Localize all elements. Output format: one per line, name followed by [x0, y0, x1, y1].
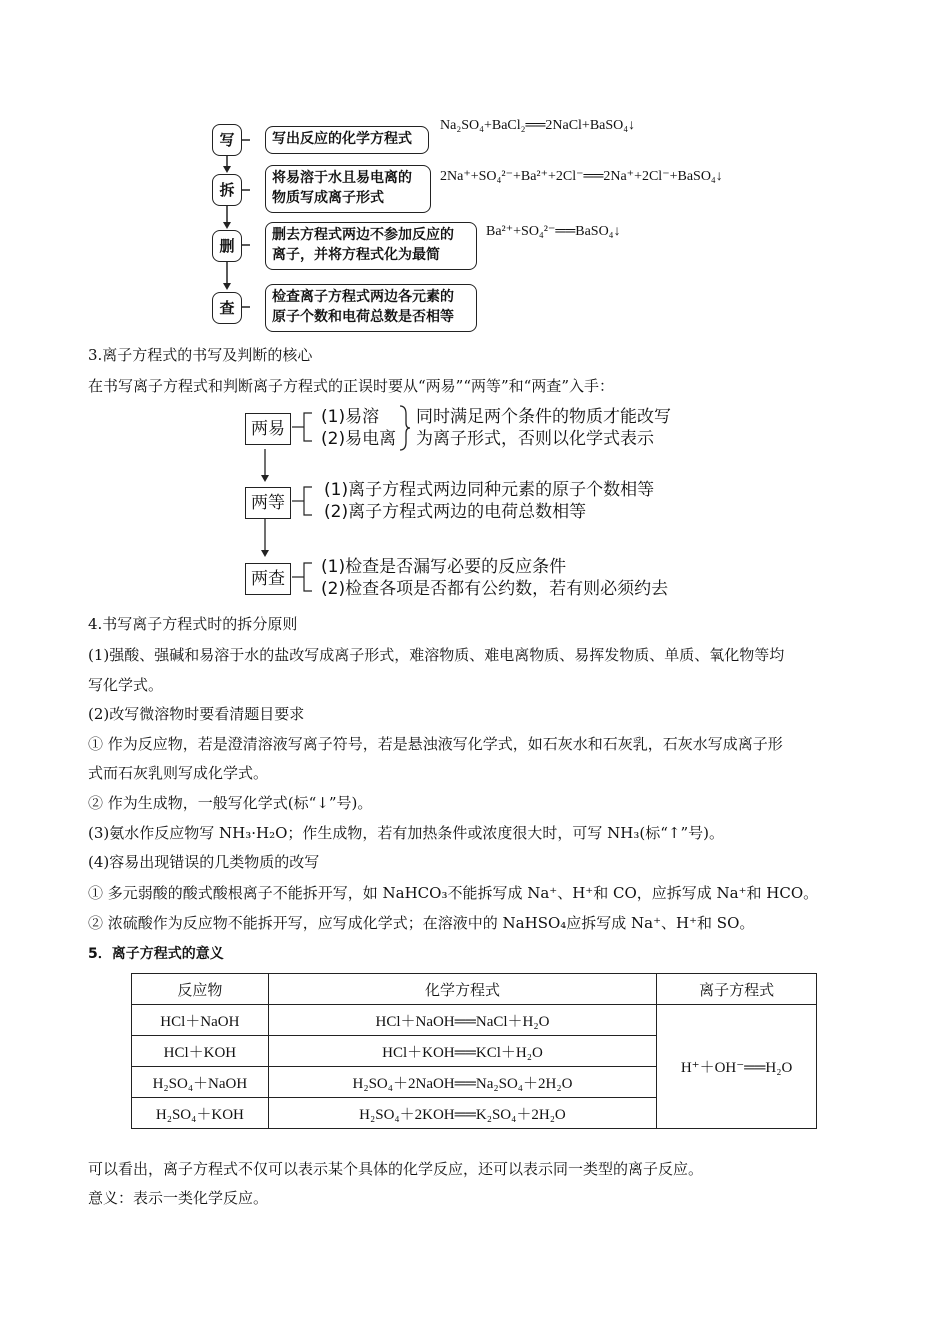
rule-easy-note2: 为离子形式，否则以化学式表示 [416, 429, 654, 449]
section4-line: ② 浓硫酸作为反应物不能拆开写，应写成化学式；在溶液中的 NaHSO₄应拆写成 Na⁺、H⁺和 SO。 [88, 914, 755, 932]
section5-heading: 5．离子方程式的意义 [88, 946, 224, 962]
section4-line: ① 多元弱酸的酸式酸根离子不能拆开写，如 NaHCO₃不能拆写成 Na⁺、H⁺和 CO，应拆写成 Na⁺和 HCO。 [88, 884, 819, 902]
section5-conclusion: 可以看出，离子方程式不仅可以表示某个具体的化学反应，还可以表示同一类型的离子反应。 [88, 1160, 704, 1178]
step-write-desc [265, 126, 429, 154]
step-check-desc-line2: 原子个数和电荷总数是否相等 [272, 309, 454, 325]
section4-line: ① 作为反应物，若是澄清溶液写离子符号，若是悬浊液写化学式，如石灰水和石灰乳，石灰水写成离子形 [88, 735, 783, 753]
step-delete-equation: Ba²⁺+SO₄²⁻══BaSO₄↓ [486, 224, 621, 239]
step-delete: 删 [212, 230, 242, 262]
section4-line: 写化学式。 [88, 676, 164, 694]
rule-easy-item2: (2)易电离 [321, 429, 397, 449]
rule-easy-item1: (1)易溶 [321, 407, 380, 427]
section4-line: ② 作为生成物，一般写化学式(标“↓”号)。 [88, 794, 373, 812]
step-write-equation: Na₂SO₄+BaCl₂══2NaCl+BaSO₄↓ [440, 118, 636, 133]
section4-line: 式而石灰乳则写成化学式。 [88, 764, 269, 782]
table-cell-equation: H₂SO₄＋2NaOH══Na₂SO₄＋2H₂O [268, 1067, 656, 1098]
table-cell-reactant: HCl＋NaOH [132, 1005, 269, 1036]
step-split-equation: 2Na⁺+SO₄²⁻+Ba²⁺+2Cl⁻══2Na⁺+2Cl⁻+BaSO₄↓ [440, 169, 723, 184]
step-check-desc-line1: 检查离子方程式两边各元素的 [272, 289, 454, 305]
step-split-desc-line2: 物质写成离子形式 [272, 190, 384, 206]
table-cell-equation: HCl＋KOH══KCl＋H₂O [268, 1036, 656, 1067]
step-write: 写 [212, 124, 242, 156]
step-delete-desc-line2: 离子，并将方程式化为最简 [272, 247, 440, 263]
rule-check-item2: (2)检查各项是否都有公约数，若有则必须约去 [321, 579, 669, 599]
rule-equal-item2: (2)离子方程式两边的电荷总数相等 [324, 502, 587, 522]
table-cell-ionic: H⁺＋OH⁻══H₂O [657, 1005, 817, 1129]
curly-brace-icon [398, 404, 412, 452]
section5-meaning: 意义：表示一类化学反应。 [88, 1189, 269, 1207]
step-delete-desc [265, 222, 477, 270]
step-check: 查 [212, 292, 242, 324]
table-header: 反应物 [132, 974, 269, 1005]
rule-check-item1: (1)检查是否漏写必要的反应条件 [321, 557, 567, 577]
step-check-desc [265, 284, 477, 332]
section4-heading: 4.书写离子方程式时的拆分原则 [88, 615, 298, 633]
rule-two-check: 两查 [245, 563, 291, 595]
rule-two-equal: 两等 [245, 487, 291, 519]
step-split-desc [265, 165, 431, 213]
table-cell-reactant: HCl＋KOH [132, 1036, 269, 1067]
step-split: 拆 [212, 174, 242, 206]
step-split-desc-line1: 将易溶于水且易电离的 [272, 170, 412, 186]
section3-heading: 3.离子方程式的书写及判断的核心 [88, 346, 313, 364]
table-cell-reactant: H₂SO₄＋NaOH [132, 1067, 269, 1098]
rule-equal-item1: (1)离子方程式两边同种元素的原子个数相等 [324, 480, 655, 500]
table-cell-equation: HCl＋NaOH══NaCl＋H₂O [268, 1005, 656, 1036]
table-header: 化学方程式 [268, 974, 656, 1005]
section4-line: (1)强酸、强碱和易溶于水的盐改写成离子形式，难溶物质、难电离物质、易挥发物质、单质、氧化物等均 [88, 646, 785, 664]
section4-line: (2)改写微溶物时要看清题目要求 [88, 705, 305, 723]
ion-equation-table [131, 973, 817, 1129]
table-cell-reactant: H₂SO₄＋KOH [132, 1098, 269, 1129]
table-row [132, 1005, 817, 1036]
step-write-desc-line: 写出反应的化学方程式 [272, 131, 412, 147]
step-delete-desc-line1: 删去方程式两边不参加反应的 [272, 227, 454, 243]
table-header-row [132, 974, 817, 1005]
rule-easy-note1: 同时满足两个条件的物质才能改写 [416, 407, 671, 427]
table-cell-equation: H₂SO₄＋2KOH══K₂SO₄＋2H₂O [268, 1098, 656, 1129]
table-header: 离子方程式 [657, 974, 817, 1005]
rule-two-easy: 两易 [245, 413, 291, 445]
section4-line: (3)氨水作反应物写 NH₃·H₂O；作生成物，若有加热条件或浓度很大时，可写 NH₃(标“↑”号)。 [88, 824, 724, 842]
section3-intro: 在书写离子方程式和判断离子方程式的正误时要从“两易”“两等”和“两查”入手： [88, 377, 615, 395]
section4-line: (4)容易出现错误的几类物质的改写 [88, 853, 320, 871]
